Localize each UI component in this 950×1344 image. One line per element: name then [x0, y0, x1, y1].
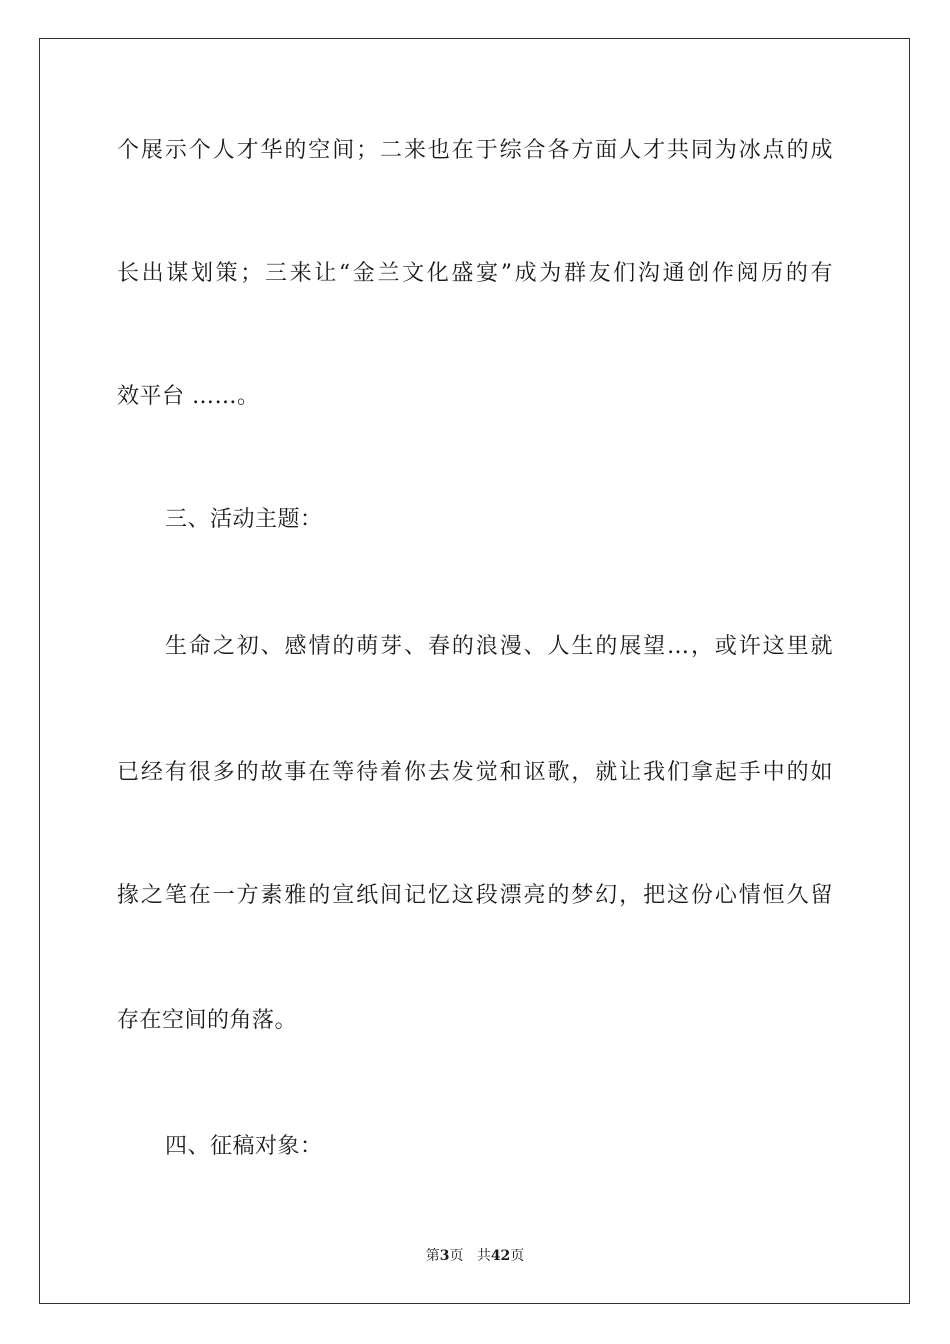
page-border: [39, 38, 910, 1304]
footer-page-suffix: 页: [449, 1248, 464, 1264]
paragraph-line-2: 长出谋划策；三来让“金兰文化盛宴”成为群友们沟通创作阅历的有: [117, 261, 833, 286]
paragraph-line-3: 效平台 ……。: [117, 384, 260, 409]
paragraph-line-6: 已经有很多的故事在等待着你去发觉和讴歌，就让我们拿起手中的如: [117, 760, 833, 785]
footer-total-suffix: 页: [510, 1248, 525, 1264]
paragraph-line-1: 个展示个人才华的空间；二来也在于综合各方面人才共同为冰点的成: [117, 138, 833, 163]
paragraph-line-7: 掾之笔在一方素雅的宣纸间记忆这段漂亮的梦幻，把这份心情恒久留: [117, 883, 833, 908]
paragraph-line-8: 存在空间的角落。: [117, 1008, 298, 1033]
section-heading-audience: 四、征稿对象：: [165, 1134, 323, 1159]
footer-total-pages: 42: [490, 1248, 511, 1264]
paragraph-line-5: 生命之初、感情的萌芽、春的浪漫、人生的展望…，或许这里就: [165, 634, 833, 659]
section-heading-theme: 三、活动主题：: [165, 507, 323, 532]
footer-page-prefix: 第: [425, 1248, 440, 1264]
page-footer: [0, 1246, 950, 1266]
footer-total-prefix: 共: [476, 1248, 491, 1264]
footer-page-number: 3: [439, 1248, 450, 1264]
